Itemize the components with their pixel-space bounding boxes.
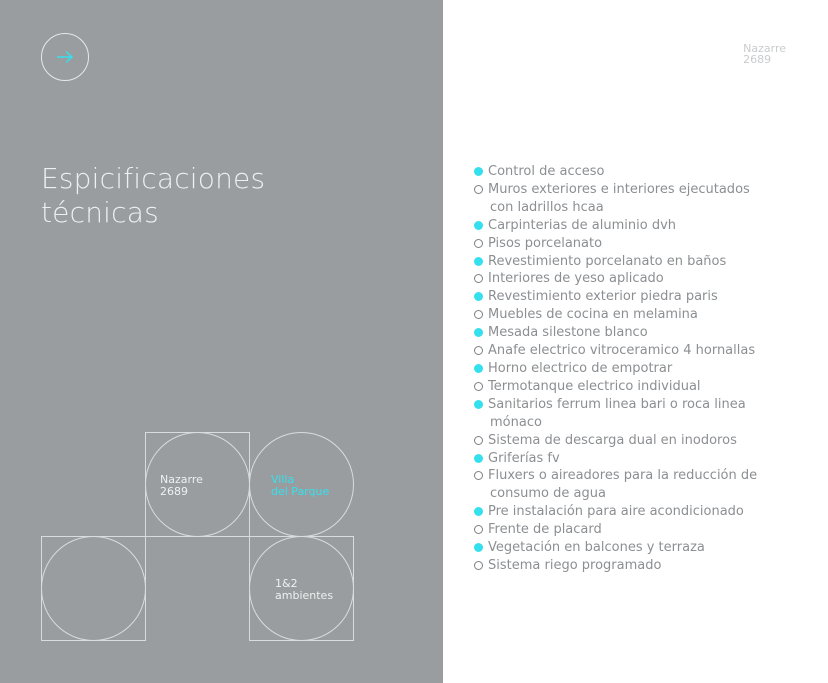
bullet-icon xyxy=(474,471,483,480)
bullet-icon xyxy=(474,525,483,534)
spec-text: Muros exteriores e interiores ejecutados xyxy=(488,181,750,197)
spec-item xyxy=(473,503,803,521)
bullet-icon xyxy=(474,167,483,176)
diagram-label-ambientes xyxy=(275,578,333,602)
bullet-icon xyxy=(474,221,483,230)
bullet-icon xyxy=(474,185,483,194)
spec-text: Pre instalación para aire acondicionado xyxy=(488,504,744,520)
bullet-icon xyxy=(474,239,483,248)
bullet-icon xyxy=(474,543,483,552)
spec-item xyxy=(473,378,803,396)
diagram-label-ambientes-line1: 1&2 xyxy=(275,577,298,590)
spec-text: Anafe electrico vitroceramico 4 hornallas xyxy=(488,343,756,359)
bullet-icon xyxy=(474,454,483,463)
spec-item xyxy=(473,324,803,342)
spec-text: Frente de placard xyxy=(488,522,602,538)
spec-item xyxy=(473,342,803,360)
spec-item xyxy=(473,253,803,271)
square-left xyxy=(42,537,146,641)
diagram-label-villa-line2: del Parque xyxy=(271,485,330,498)
spec-item xyxy=(473,163,803,181)
spec-text: Mesada silestone blanco xyxy=(488,325,648,341)
spec-text: Sistema de descarga dual en inodoros xyxy=(488,432,737,448)
spec-text-cont: consumo de agua xyxy=(490,486,606,502)
bullet-icon xyxy=(474,561,483,570)
spec-item xyxy=(473,467,803,503)
spec-text: Carpinterias de aluminio dvh xyxy=(488,217,677,233)
bullet-icon xyxy=(474,436,483,445)
logo-line-2: 2689 xyxy=(743,53,772,66)
spec-item xyxy=(473,521,803,539)
circle-left xyxy=(42,537,146,641)
spec-text-cont: con ladrillos hcaa xyxy=(490,199,604,215)
spec-item xyxy=(473,288,803,306)
specs-list xyxy=(473,163,803,575)
spec-text: Revestimiento porcelanato en baños xyxy=(488,253,727,269)
logo xyxy=(743,43,786,65)
spec-item xyxy=(473,450,803,468)
bullet-icon xyxy=(474,507,483,516)
spec-item xyxy=(473,270,803,288)
spec-text: Vegetación en balcones y terraza xyxy=(488,540,705,556)
spec-item xyxy=(473,396,803,432)
spec-item xyxy=(473,235,803,253)
spec-item xyxy=(473,217,803,235)
bullet-icon xyxy=(474,257,483,266)
spec-text: Pisos porcelanato xyxy=(488,235,603,251)
spec-text: Sanitarios ferrum linea bari o roca linea xyxy=(488,396,746,412)
bullet-icon xyxy=(474,400,483,409)
diagram-label-villa xyxy=(271,474,329,498)
spec-item xyxy=(473,432,803,450)
spec-text: Revestimiento exterior piedra paris xyxy=(488,289,718,305)
bullet-icon xyxy=(474,292,483,301)
bullet-icon xyxy=(474,346,483,355)
bullet-icon xyxy=(474,328,483,337)
spec-text: Fluxers o aireadores para la reducción de xyxy=(488,468,758,484)
diagram-label-nazarre-line1: Nazarre xyxy=(160,473,203,486)
bullet-icon xyxy=(474,310,483,319)
bullet-icon xyxy=(474,274,483,283)
spec-item xyxy=(473,181,803,217)
spec-item xyxy=(473,360,803,378)
diagram-label-ambientes-line2: ambientes xyxy=(275,589,334,602)
logo-line-1: Nazarre xyxy=(743,42,786,55)
spec-text: Muebles de cocina en melamina xyxy=(488,307,698,323)
spec-text-cont: mónaco xyxy=(490,414,542,430)
spec-item xyxy=(473,557,803,575)
diagram-label-nazarre xyxy=(160,474,203,498)
bullet-icon xyxy=(474,364,483,373)
spec-text: Termotanque electrico individual xyxy=(488,378,701,394)
spec-text: Interiores de yeso aplicado xyxy=(488,271,664,287)
diagram-label-nazarre-line2: 2689 xyxy=(160,485,188,498)
bullet-icon xyxy=(474,382,483,391)
spec-text: Control de acceso xyxy=(488,164,605,179)
spec-item xyxy=(473,539,803,557)
spec-text: Horno electrico de empotrar xyxy=(488,360,673,376)
page-title: Espicificaciones técnicas xyxy=(41,162,266,229)
spec-item xyxy=(473,306,803,324)
spec-text: Griferías fv xyxy=(488,450,560,466)
diagram-label-villa-line1: Villa xyxy=(271,473,295,486)
spec-text: Sistema riego programado xyxy=(488,557,662,573)
